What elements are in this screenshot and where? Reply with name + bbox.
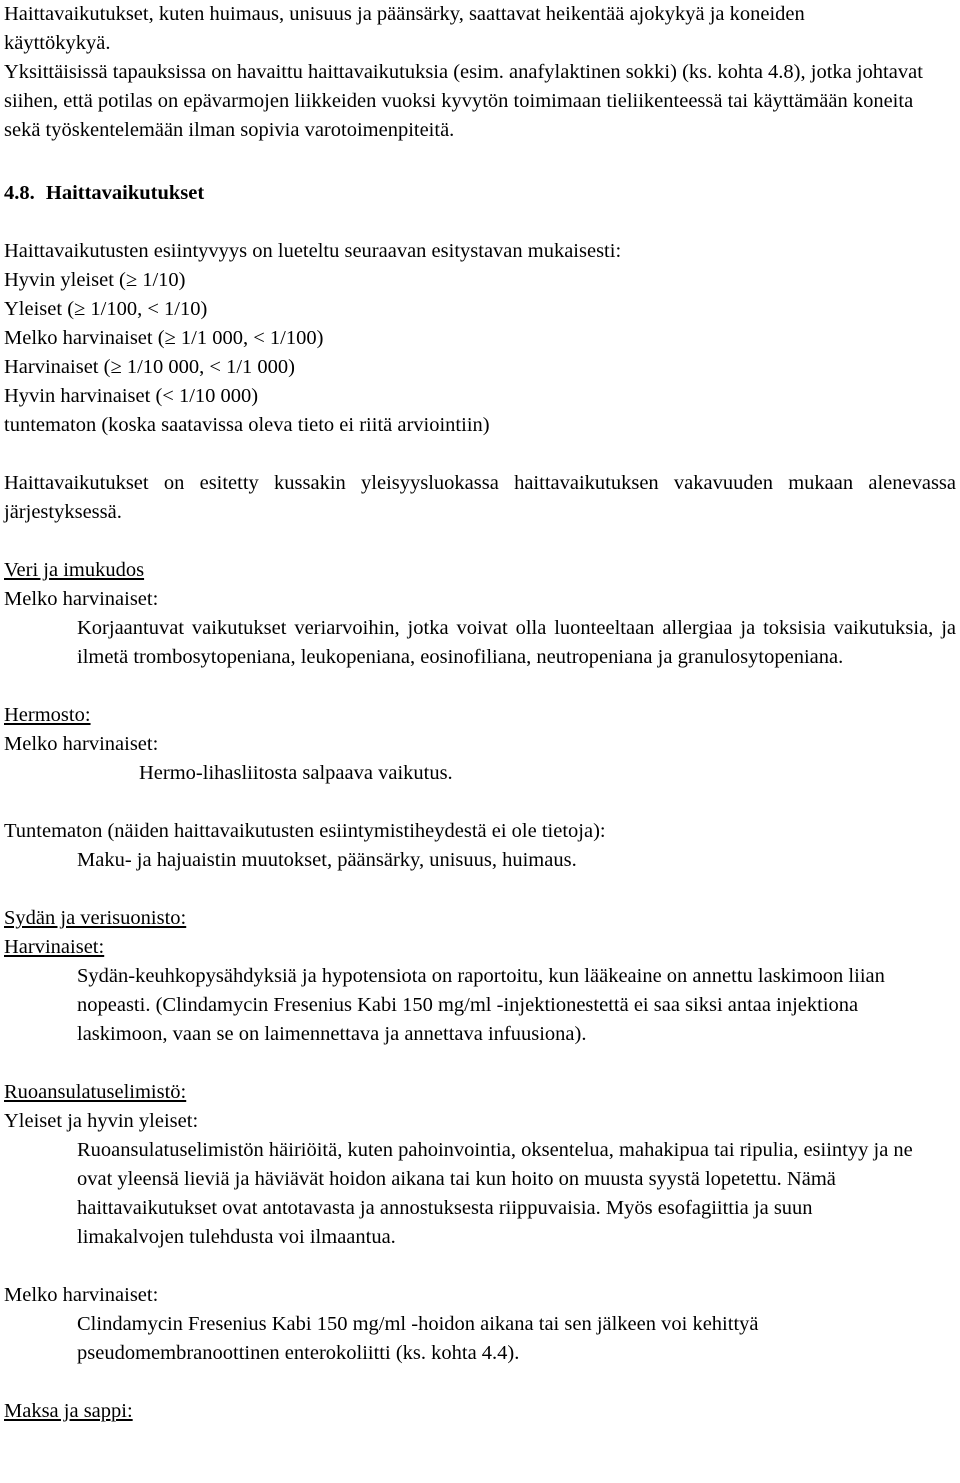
gi-section xyxy=(4,1078,956,1368)
gi-frequency-2: Melko harvinaiset: xyxy=(4,1284,159,1306)
intro-paragraph-2: Yksittäisissä tapauksissa on havaittu haittavaikutuksia (esim. anafylaktinen sokki) (ks. kohta 4.8), jotka johtavat siihen, että potilas on epävarmojen liikkeiden vuoksi kyvytön toimimaan tieliikenteessä tai käyttämään koneita sekä työskentelemään ilman sopivia varotoimenpiteitä. xyxy=(4,61,923,141)
blood-heading: Veri ja imukudos xyxy=(4,559,145,581)
cardio-heading: Sydän ja verisuonisto: xyxy=(4,907,187,929)
frequency-item: Harvinaiset (≥ 1/10 000, < 1/1 000) xyxy=(4,356,295,378)
blood-frequency: Melko harvinaiset: xyxy=(4,588,159,610)
liver-heading: Maksa ja sappi: xyxy=(4,1400,133,1422)
frequency-order-note: Haittavaikutukset on esitetty kussakin yleisyysluokassa haittavaikutuksen vakavuuden mukaan alenevassa järjestyksessä. xyxy=(4,472,956,523)
nervous-heading: Hermosto: xyxy=(4,704,91,726)
frequency-item: tuntematon (koska saatavissa oleva tieto ei riitä arviointiin) xyxy=(4,414,490,436)
section-heading xyxy=(4,179,956,208)
frequency-list xyxy=(4,266,956,440)
blood-section xyxy=(4,556,956,672)
blood-text: Korjaantuvat vaikutukset veriarvoihin, jotka voivat olla luonteeltaan allergiaa ja toksisia vaikutuksia, ja ilmetä trombosytopeniana, leukopeniana, eosinofiliana, neutropeniana ja granulosytopeniana. xyxy=(77,617,956,668)
cardio-text: Sydän-keuhkopysähdyksiä ja hypotensiota on raportoitu, kun lääkeaine on annettu laskimoon liian nopeasti. (Clindamycin Fresenius Kabi 150 mg/ml -injektionestettä ei saa siksi antaa injektiona laskimoon, vaan se on laimennettava ja annettava infuusiona). xyxy=(77,965,885,1045)
gi-text: Ruoansulatuselimistön häiriöitä, kuten pahoinvointia, oksentelua, mahakipua tai ripulia, esiintyy ja ne ovat yleensä lieviä ja häviävät hoidon aikana tai kun hoito on muusta syystä lopetettu. Nämä haittavaikutukset ovat antotavasta ja annostuksesta riippuvaisia. Myös esofagiittia ja suun limakalvojen tulehdusta voi ilmaantua. xyxy=(77,1139,913,1248)
frequency-item: Yleiset (≥ 1/100, < 1/10) xyxy=(4,298,208,320)
section-title: Haittavaikutukset xyxy=(45,182,205,204)
nervous-unknown-frequency: Tuntematon (näiden haittavaikutusten esiintymistiheydestä ei ole tietoja): xyxy=(4,820,606,842)
frequency-item: Melko harvinaiset (≥ 1/1 000, < 1/100) xyxy=(4,327,324,349)
frequency-item: Hyvin harvinaiset (< 1/10 000) xyxy=(4,385,259,407)
gi-frequency: Yleiset ja hyvin yleiset: xyxy=(4,1110,199,1132)
gi-text-2: Clindamycin Fresenius Kabi 150 mg/ml -hoidon aikana tai sen jälkeen voi kehittyä pseudomembranoottinen enterokoliitti (ks. kohta 4.4). xyxy=(77,1313,759,1364)
section-number: 4.8. xyxy=(4,182,35,204)
intro-paragraph-1: Haittavaikutukset, kuten huimaus, unisuus ja päänsärky, saattavat heikentää ajokykyä ja koneiden käyttökykyä. xyxy=(4,3,805,54)
frequency-intro: Haittavaikutusten esiintyvyys on lueteltu seuraavan esitystavan mukaisesti: xyxy=(4,240,622,262)
nervous-frequency: Melko harvinaiset: xyxy=(4,733,159,755)
frequency-item: Hyvin yleiset (≥ 1/10) xyxy=(4,269,186,291)
nervous-text: Hermo-lihasliitosta salpaava vaikutus. xyxy=(139,762,453,784)
nervous-unknown-text: Maku- ja hajuaistin muutokset, päänsärky, unisuus, huimaus. xyxy=(77,849,577,871)
cardio-frequency: Harvinaiset: xyxy=(4,936,105,958)
gi-heading: Ruoansulatuselimistö: xyxy=(4,1081,187,1103)
nervous-section xyxy=(4,701,956,875)
cardio-section xyxy=(4,904,956,1049)
